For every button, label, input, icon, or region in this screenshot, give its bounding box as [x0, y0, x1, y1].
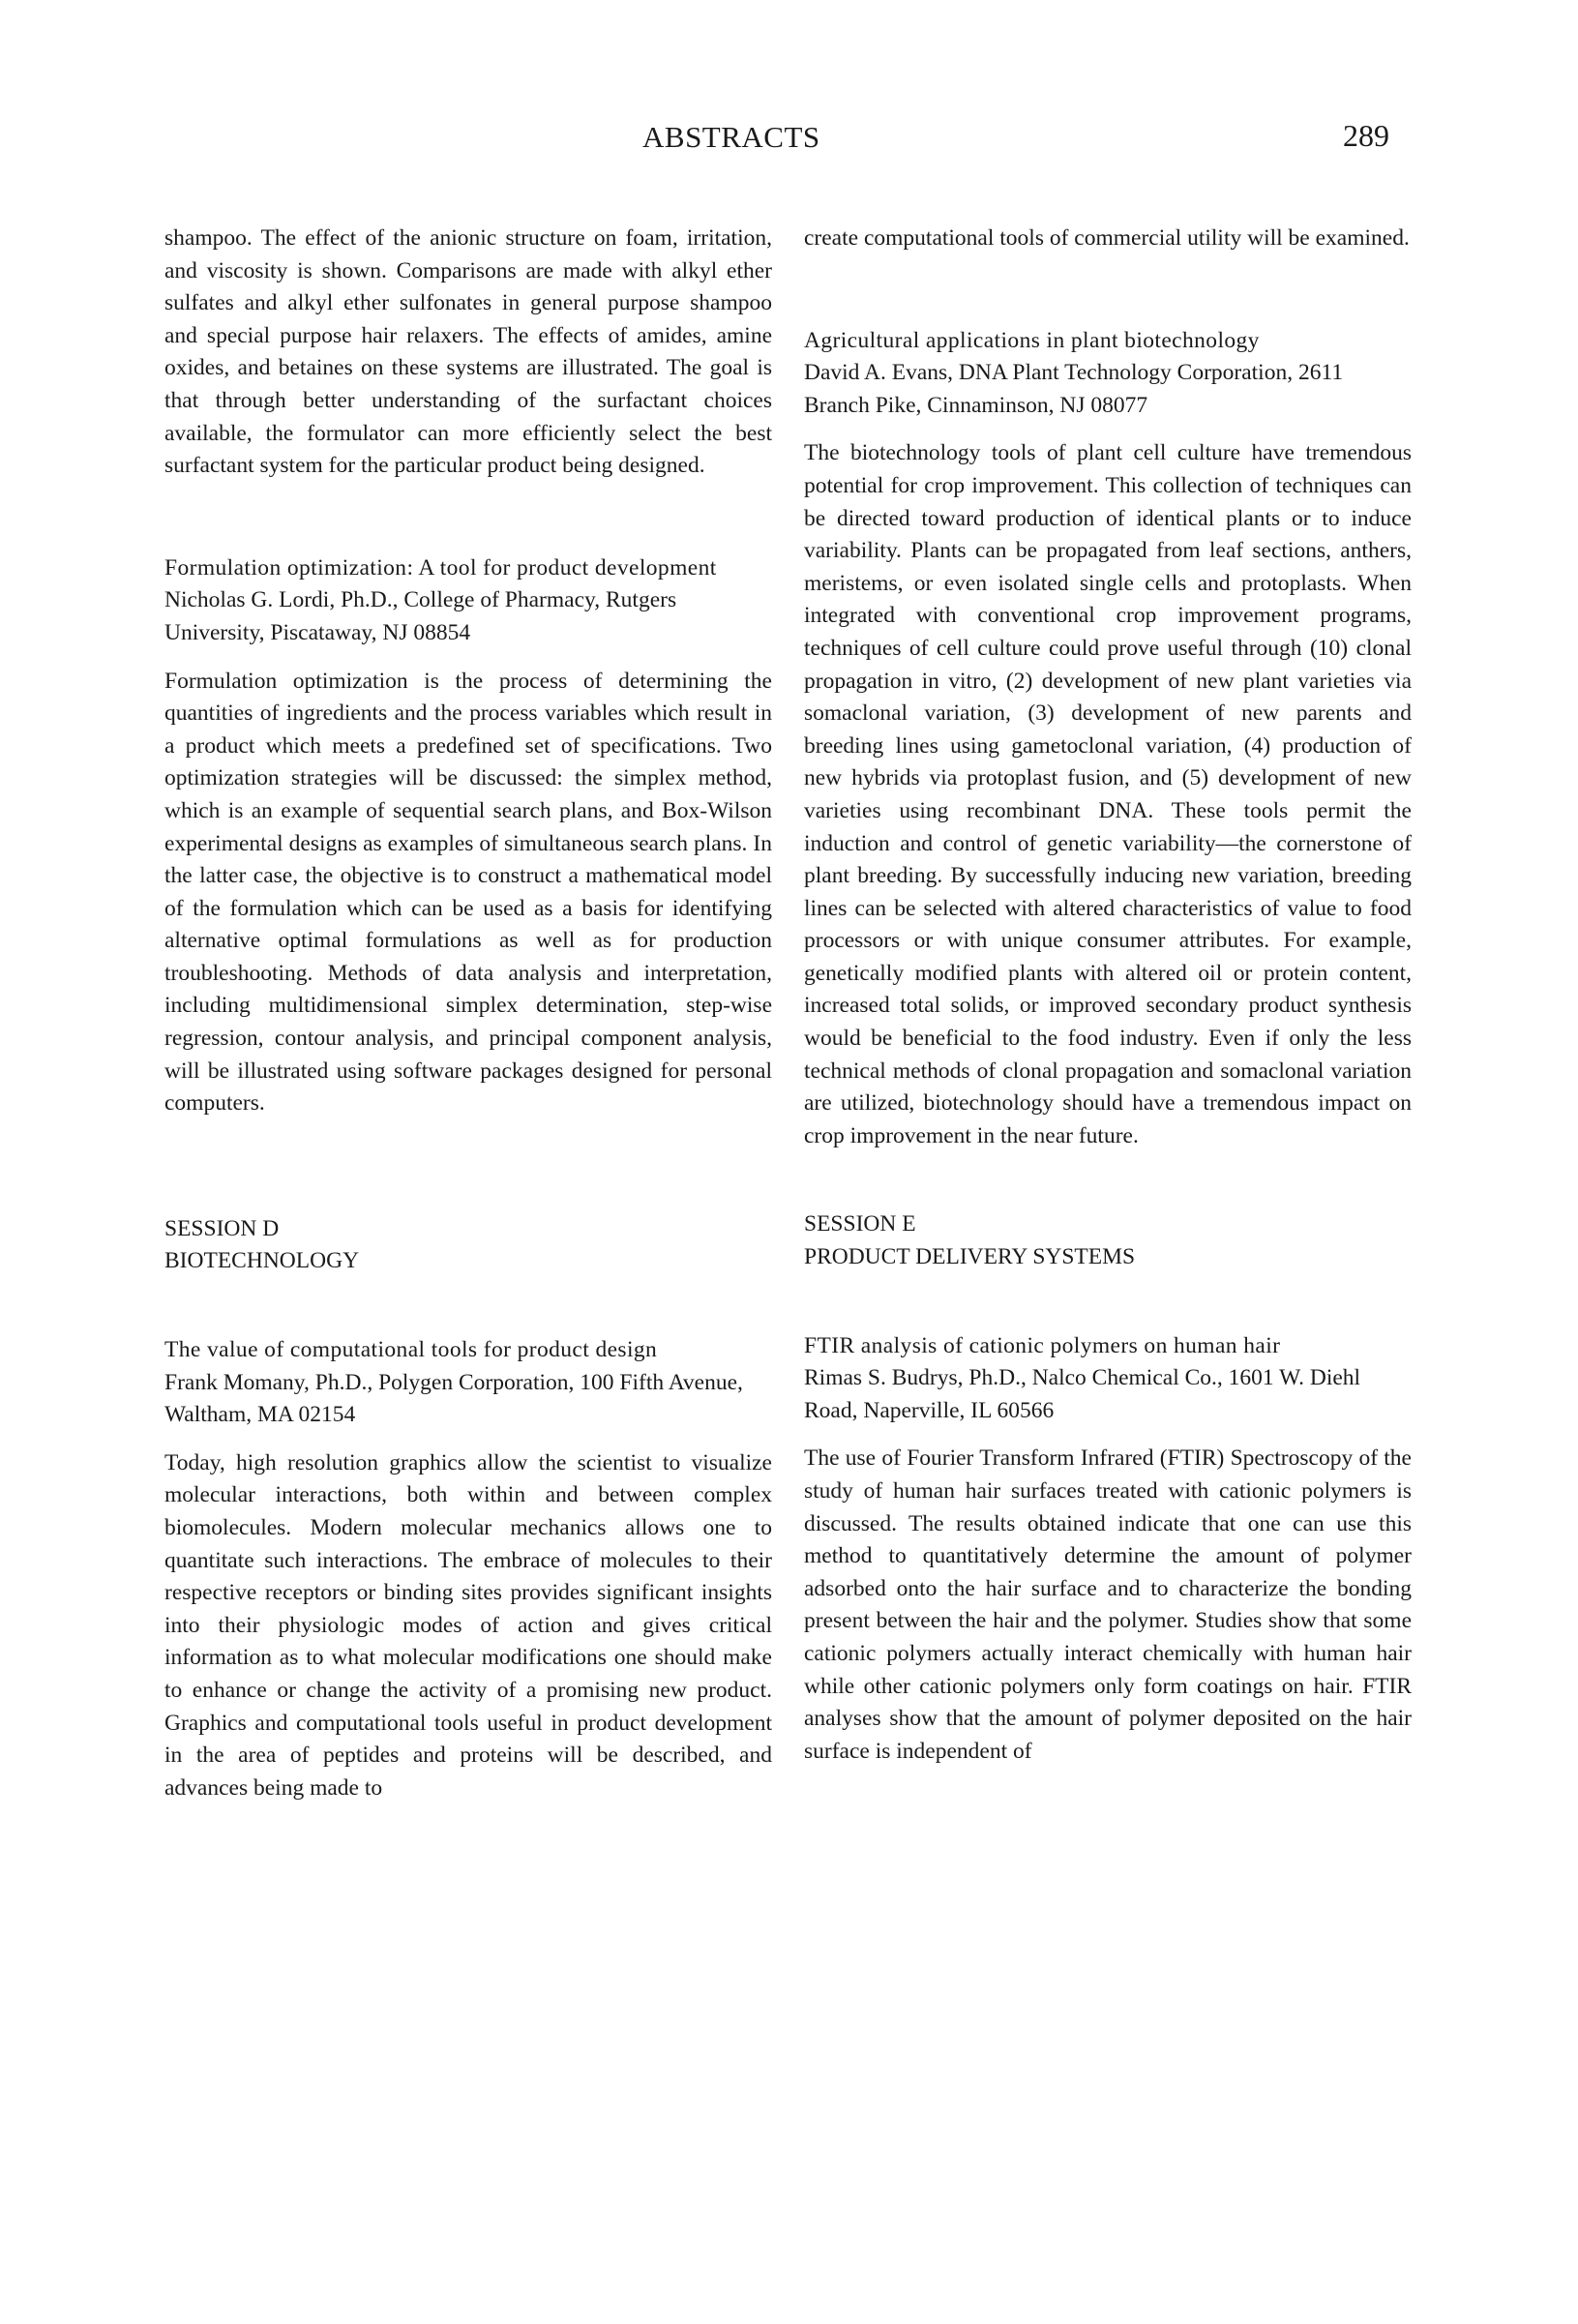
page-number: 289 [1343, 118, 1389, 153]
session-name: BIOTECHNOLOGY [164, 1248, 360, 1274]
abstract-formulation-optimization [164, 552, 772, 1120]
abstract-title: The value of computational tools for product design [164, 1337, 658, 1363]
spacer [804, 255, 1412, 325]
continued-paragraph: shampoo. The effect of the anionic structure on foam, irritation, and viscosity is shown. Comparisons are made with alkyl ether sulfates and alkyl ether sulfonates in general purpose shampoo and special purpose hair relaxers. The effects of amides, amine oxides, and betaines on these systems are illustrated. The goal is that through better understanding of the surfactant choices available, the formulator can more efficiently select the best surfactant system for the particular product being designed. [164, 225, 772, 479]
abstract-body: Formulation optimization is the process of determining the quantities of ingredients and the process variables which result in a product which meets a predefined set of specifications. Two optimization strategies will be discussed: the simplex method, which is an example of sequential search plans, and Box-Wilson experimental designs as examples of simultaneous search plans. In the latter case, the objective is to construct a mathematical model of the formulation which can be used as a basis for identifying alternative optimal formulations as well as for production troubleshooting. Methods of data analysis and interpretation, including multidimensional simplex determination, step-wise regression, contour analysis, and principal component analysis, will be illustrated using software packages designed for personal computers. [164, 668, 772, 1117]
spacer [804, 1152, 1412, 1208]
abstract-computational-tools [164, 1334, 772, 1804]
abstract-author: David A. Evans, DNA Plant Technology Corporation, 2611 Branch Pike, Cinnaminson, NJ 08077 [804, 360, 1344, 418]
abstract-body: Today, high resolution graphics allow the scientist to visualize molecular interactions, both within and between complex biomolecules. Modern molecular mechanics allows one to quantitate such interactions. The embrace of molecules to their respective receptors or binding sites provides significant insights into their physiologic modes of action and gives critical information as to what molecular modifications one should make to enhance or change the activity of a promising new product. Graphics and computational tools useful in product development in the area of peptides and proteins will be described, and advances being made to [164, 1449, 772, 1801]
abstract-title: Formulation optimization: A tool for product development [164, 554, 717, 581]
abstract-author: Nicholas G. Lordi, Ph.D., College of Pharmacy, Rutgers University, Piscataway, NJ 08854 [164, 587, 677, 645]
abstract-author: Frank Momany, Ph.D., Polygen Corporation, 100 Fifth Avenue, Waltham, MA 02154 [164, 1369, 743, 1428]
running-head [0, 114, 1578, 163]
session-d-heading [164, 1213, 772, 1278]
session-label: SESSION D [164, 1215, 280, 1241]
spacer [164, 1278, 772, 1334]
abstract-ftir-analysis [804, 1330, 1412, 1769]
session-label: SESSION E [804, 1211, 916, 1237]
abstract-body: The use of Fourier Transform Infrared (FTIR) Spectroscopy of the study of human hair surfaces treated with cationic polymers is discussed. The results obtained indicate that one can use this method to quantitatively determine the amount of polymer adsorbed onto the hair surface and to characterize the bonding present between the hair and the polymer. Studies show that some cationic polymers actually interact chemically with human hair while other cationic polymers only form coatings on hair. FTIR analyses show that the amount of polymer deposited on the hair surface is independent of [804, 1445, 1412, 1764]
running-title: ABSTRACTS [642, 120, 820, 154]
spacer [164, 1120, 772, 1213]
abstract-agricultural-applications [804, 325, 1412, 1153]
abstract-body: The biotechnology tools of plant cell culture have tremendous potential for crop improvement. This collection of techniques can be directed toward production of identical plants or to induce variability. Plants can be propagated from leaf sections, anthers, meristems, or even isolated single cells and protoplasts. When integrated with conventional crop improvement programs, techniques of cell culture could prove useful through (10) clonal propagation in vitro, (2) development of new plant varieties via somaclonal variation, (3) development of new parents and breeding lines using gametoclonal variation, (4) production of new hybrids via protoplast fusion, and (5) development of new varieties using recombinant DNA. These tools permit the induction and control of genetic variability—the cornerstone of plant breeding. By successfully inducing new variation, breeding lines can be selected with altered characteristics of value to food processors or with unique consumer attributes. For example, genetically modified plants with altered oil or protein content, increased total solids, or improved secondary product synthesis would be beneficial to the food industry. Even if only the less technical methods of clonal propagation and somaclonal variation are utilized, biotechnology should have a tremendous impact on crop improvement in the near future. [804, 440, 1412, 1148]
right-column [804, 223, 1412, 1768]
spacer [164, 483, 772, 552]
left-column [164, 223, 772, 1804]
abstract-author: Rimas S. Budrys, Ph.D., Nalco Chemical Co., 1601 W. Diehl Road, Naperville, IL 60566 [804, 1365, 1361, 1423]
session-e-heading [804, 1208, 1412, 1273]
continued-paragraph: create computational tools of commercial utility will be examined. [804, 225, 1410, 251]
spacer [804, 1274, 1412, 1330]
abstract-title: FTIR analysis of cationic polymers on human hair [804, 1332, 1281, 1358]
abstract-title: Agricultural applications in plant biotechnology [804, 327, 1260, 353]
session-name: PRODUCT DELIVERY SYSTEMS [804, 1244, 1136, 1270]
